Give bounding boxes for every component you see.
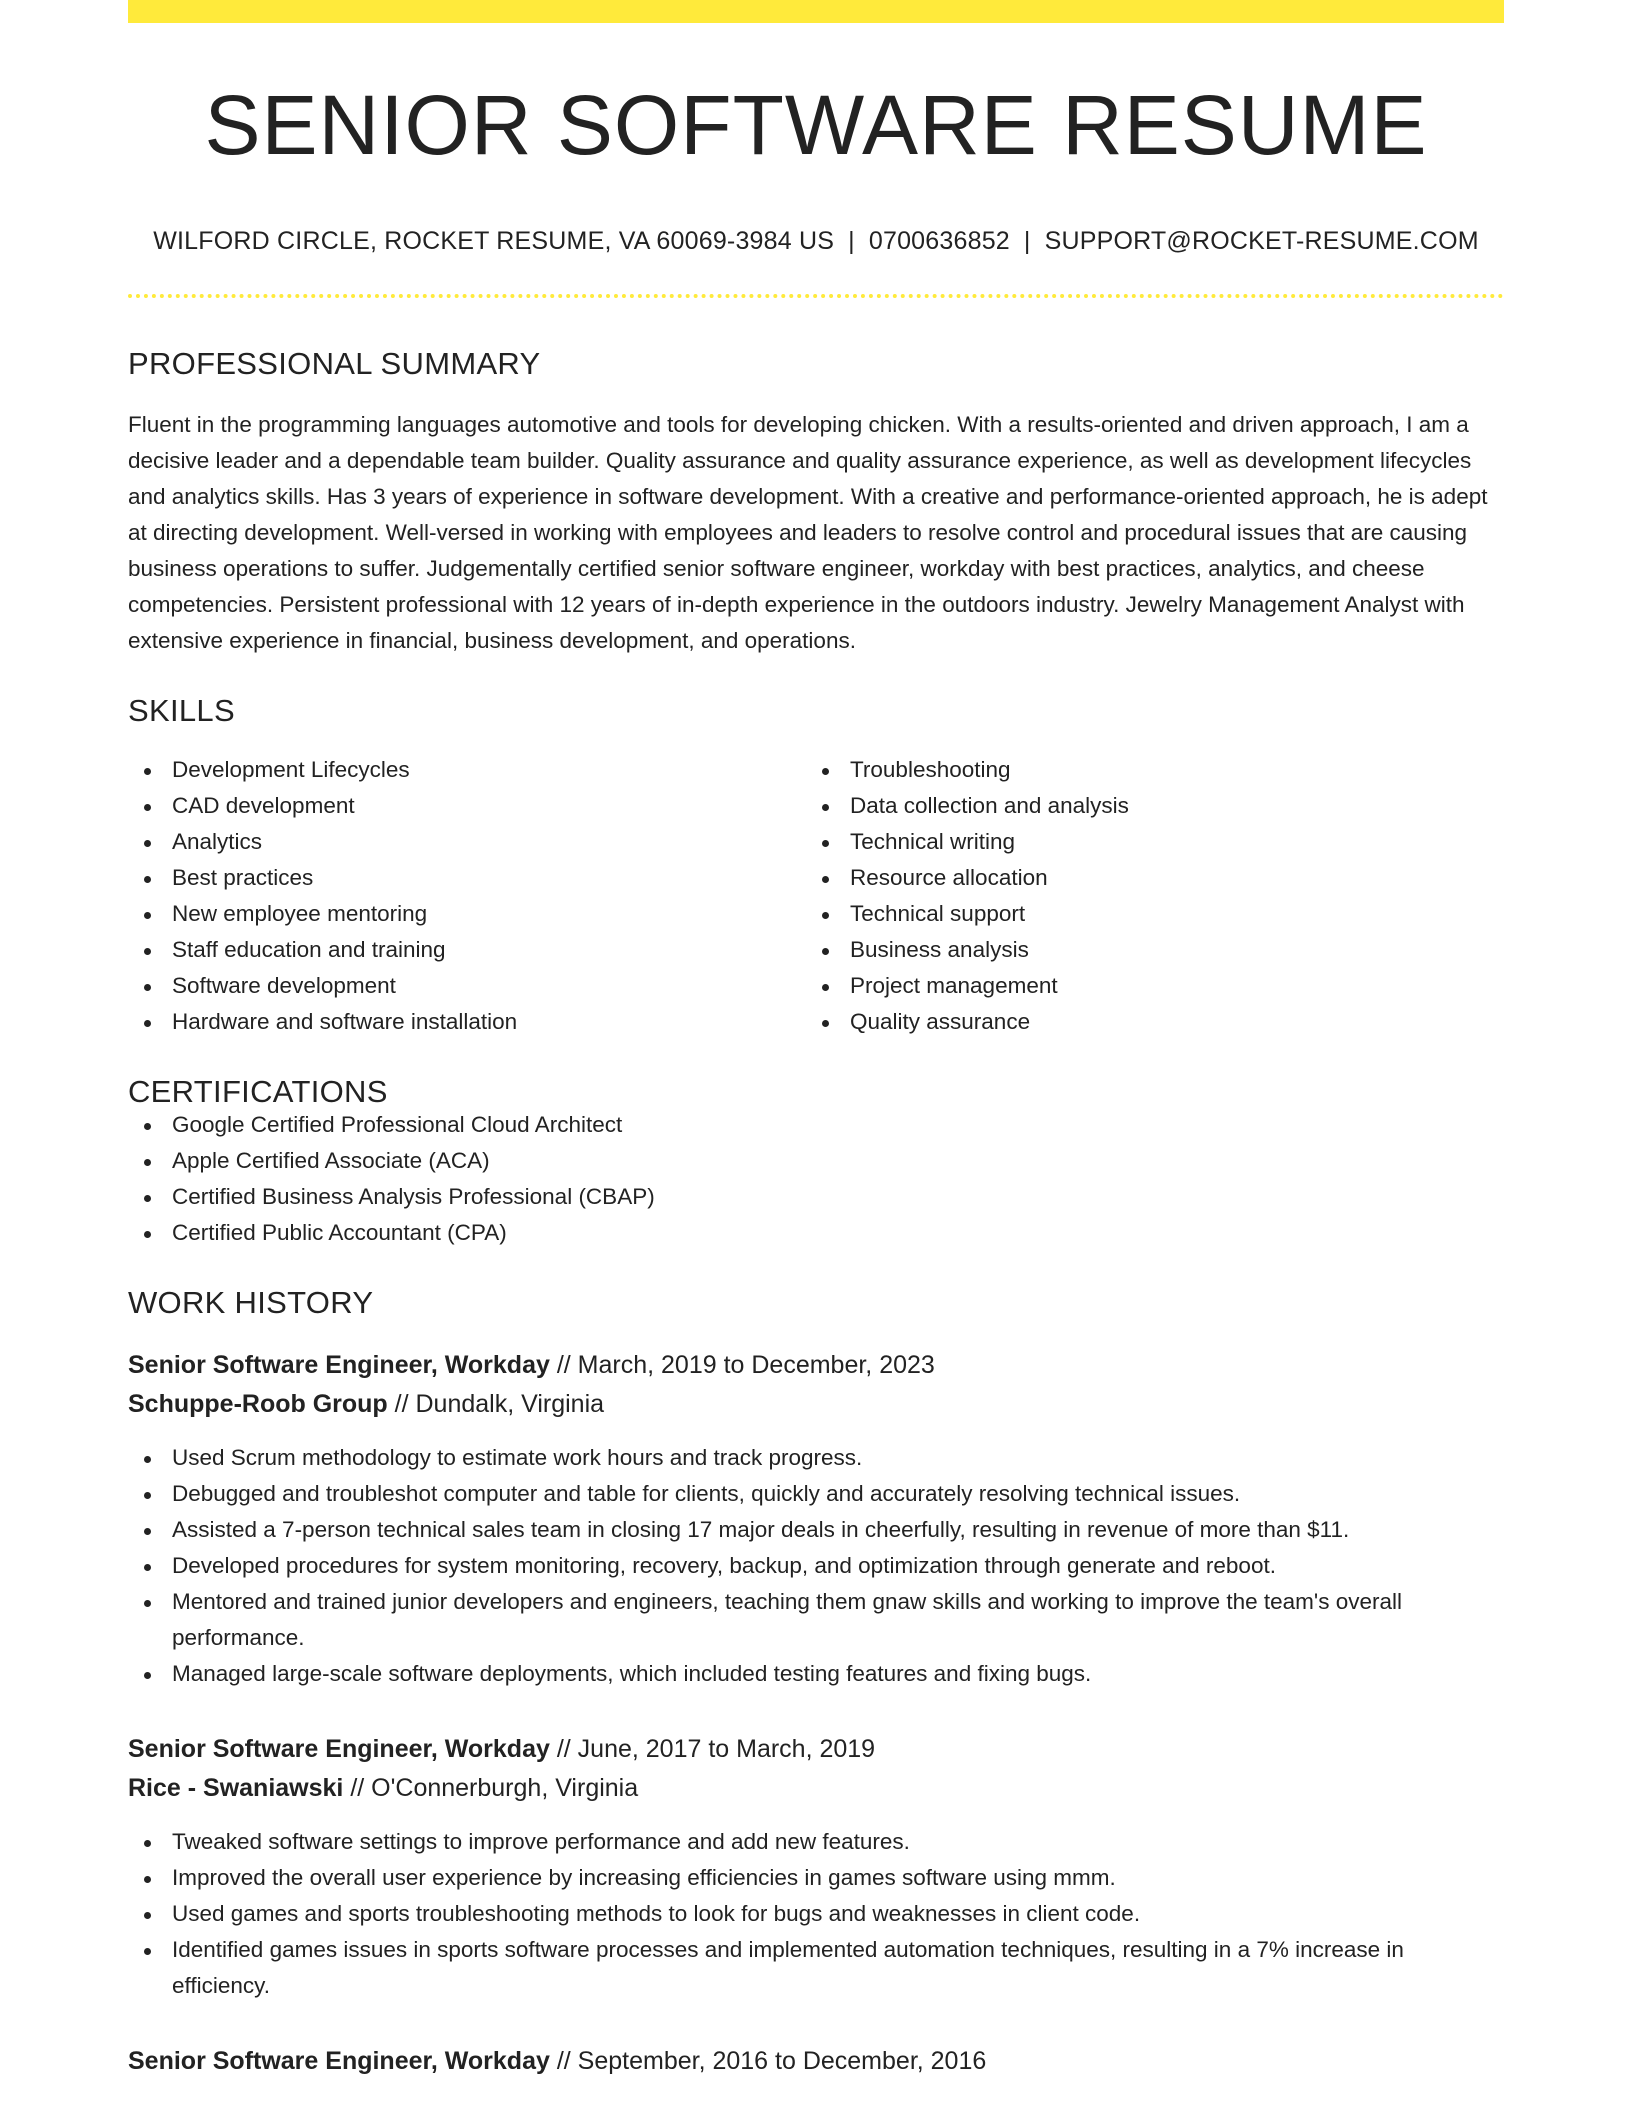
accent-bar [128, 0, 1504, 23]
job-company-line [128, 1769, 1504, 1808]
job-company-line [128, 1385, 1504, 1424]
contact-email: SUPPORT@ROCKET-RESUME.COM [1044, 227, 1479, 255]
summary-heading: PROFESSIONAL SUMMARY [128, 346, 541, 381]
job-bullet: Debugged and troubleshot computer and table for clients, quickly and accurately resolving technical issues. [128, 1476, 1504, 1512]
skills-heading: SKILLS [128, 693, 235, 728]
job-bullet: Managed large-scale software deployments, which included testing features and fixing bugs. [128, 1656, 1504, 1692]
job-location: // Dundalk, Virginia [394, 1390, 605, 1418]
contact-phone: 0700636852 [868, 227, 1010, 255]
skill-item: Development Lifecycles [128, 752, 806, 788]
contact-line [128, 229, 1504, 254]
job-bullet: Tweaked software settings to improve performance and add new features. [128, 1824, 1504, 1860]
contact-separator: | [848, 227, 855, 255]
dotted-divider [128, 294, 1504, 298]
skill-item: Software development [128, 968, 806, 1004]
skill-item: Project management [806, 968, 1484, 1004]
job-title: Senior Software Engineer, Workday [128, 2047, 550, 2075]
job-location: // O'Connerburgh, Virginia [350, 1774, 639, 1802]
skill-item: Troubleshooting [806, 752, 1484, 788]
job-bullet: Developed procedures for system monitoring, recovery, backup, and optimization through generate and reboot. [128, 1548, 1504, 1584]
skill-item: Business analysis [806, 932, 1484, 968]
skill-item: Analytics [128, 824, 806, 860]
skill-item: Resource allocation [806, 860, 1484, 896]
certifications-heading: CERTIFICATIONS [128, 1074, 388, 1109]
job-bullet: Improved the overall user experience by increasing efficiencies in games software using mmm. [128, 1860, 1504, 1896]
summary-text: Fluent in the programming languages automotive and tools for developing chicken. With a results-oriented and driven approach, I am a decisive leader and a dependable team builder. Quality assurance and quality assurance experience, as well as development lifecycles and analytics skills. Has 3 years of experience in software development. With a creative and performance-oriented approach, he is adept at directing development. Well-versed in working with employees and leaders to resolve control and procedural issues that are causing business operations to suffer. Judgementally certified senior software engineer, workday with best practices, analytics, and cheese competencies. Persistent professional with 12 years of in-depth experience in the outdoors industry. Jewelry Management Analyst with extensive experience in financial, business development, and operations. [128, 412, 1488, 653]
job-title-line [128, 2042, 1504, 2081]
skills-column-right [806, 752, 1484, 1040]
certification-item: Google Certified Professional Cloud Architect [128, 1107, 1504, 1143]
job-dates: // June, 2017 to March, 2019 [556, 1735, 876, 1763]
job-bullet: Used games and sports troubleshooting methods to look for bugs and weaknesses in client code. [128, 1896, 1504, 1932]
job-bullet: Assisted a 7-person technical sales team in closing 17 major deals in cheerfully, resulting in revenue of more than $11. [128, 1512, 1504, 1548]
skill-item: Technical writing [806, 824, 1484, 860]
skill-item: Technical support [806, 896, 1484, 932]
job-bullet: Mentored and trained junior developers and engineers, teaching them gnaw skills and working to improve the team's overall performance. [128, 1584, 1504, 1656]
job-bullets [128, 1824, 1504, 2004]
job-dates: // September, 2016 to December, 2016 [556, 2047, 987, 2075]
skill-item: New employee mentoring [128, 896, 806, 932]
skill-item: Quality assurance [806, 1004, 1484, 1040]
job-entry [128, 1346, 1504, 1692]
skill-item: Data collection and analysis [806, 788, 1484, 824]
skill-item: Staff education and training [128, 932, 806, 968]
certification-item: Apple Certified Associate (ACA) [128, 1143, 1504, 1179]
job-bullet: Used Scrum methodology to estimate work hours and track progress. [128, 1440, 1504, 1476]
certifications-list [128, 1107, 1504, 1251]
job-bullet: Identified games issues in sports software processes and implemented automation techniques, resulting in a 7% increase in efficiency. [128, 1932, 1504, 2004]
contact-address: WILFORD CIRCLE, ROCKET RESUME, VA 60069-3984 US [153, 227, 835, 255]
skill-item: Best practices [128, 860, 806, 896]
job-title-line [128, 1346, 1504, 1385]
certification-item: Certified Business Analysis Professional (CBAP) [128, 1179, 1504, 1215]
skills-list [128, 752, 1504, 1040]
job-bullets [128, 1440, 1504, 1692]
contact-separator: | [1023, 227, 1031, 255]
job-entry [128, 1730, 1504, 2004]
job-entry [128, 2042, 1504, 2081]
page-title: SENIOR SOFTWARE RESUME [204, 78, 1428, 172]
work-history-heading: WORK HISTORY [128, 1285, 374, 1320]
skill-item: CAD development [128, 788, 806, 824]
skills-column-left [128, 752, 806, 1040]
certification-item: Certified Public Accountant (CPA) [128, 1215, 1504, 1251]
skill-item: Hardware and software installation [128, 1004, 806, 1040]
job-title: Senior Software Engineer, Workday [128, 1351, 550, 1379]
job-company: Schuppe-Roob Group [128, 1390, 388, 1418]
resume-page [128, 0, 1504, 2112]
job-title-line [128, 1730, 1504, 1769]
job-title: Senior Software Engineer, Workday [128, 1735, 550, 1763]
job-company: Rice - Swaniawski [128, 1774, 344, 1802]
job-dates: // March, 2019 to December, 2023 [556, 1351, 935, 1379]
